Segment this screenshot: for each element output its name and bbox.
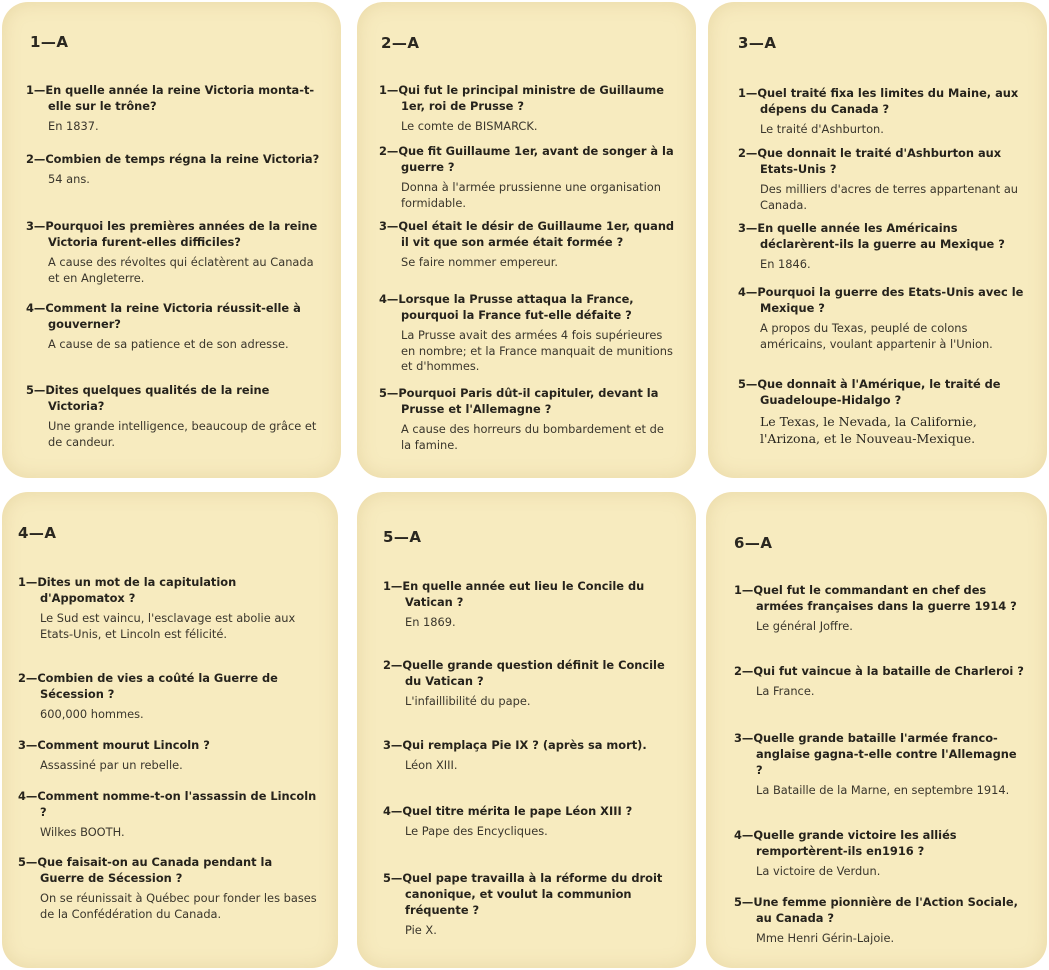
- answer: Le comte de BISMARCK.: [401, 119, 538, 133]
- answer: Donna à l'armée prussienne une organisation formidable.: [401, 180, 661, 210]
- question: 2—Combien de vies a coûté la Guerre de Sécession ?: [18, 671, 278, 701]
- qa-item-5: [734, 894, 1027, 947]
- answer: L'infaillibilité du pape.: [405, 694, 531, 708]
- qa-item-2: [26, 151, 321, 188]
- qa-item-2: [379, 143, 676, 211]
- card-3: [708, 2, 1047, 478]
- question: 2—Combien de temps régna la reine Victoria?: [26, 152, 320, 166]
- qa-item-2: [18, 670, 318, 723]
- question: 4—Pourquoi la guerre des Etats-Unis avec le Mexique ?: [738, 285, 1024, 315]
- question: 4—Quel titre mérita le pape Léon XIII ?: [383, 804, 633, 818]
- qa-item-3: [26, 218, 321, 286]
- question: 3—Pourquoi les premières années de la reine Victoria furent-elles difficiles?: [26, 219, 318, 249]
- card-5: [357, 492, 696, 968]
- qa-item-4: [18, 788, 318, 841]
- qa-item-3: [734, 730, 1027, 799]
- question: 3—Quel était le désir de Guillaume 1er, quand il vit que son armée était formée ?: [379, 219, 675, 249]
- qa-item-5: [26, 382, 321, 450]
- answer: A cause de sa patience et de son adresse.: [48, 337, 289, 351]
- question: 4—Comment la reine Victoria réussit-elle à gouverner?: [26, 301, 301, 331]
- qa-item-3: [383, 737, 676, 774]
- question: 1—En quelle année la reine Victoria monta-t-elle sur le trône?: [26, 83, 315, 113]
- card-6: [706, 492, 1047, 968]
- answer: 600,000 hommes.: [40, 707, 144, 721]
- qa-item-5: [18, 854, 318, 922]
- answer: En 1846.: [760, 257, 811, 271]
- qa-item-3: [738, 220, 1027, 273]
- qa-item-1: [18, 574, 318, 642]
- question: 1—Quel fut le commandant en chef des armées françaises dans la guerre 1914 ?: [734, 583, 1017, 613]
- answer: A cause des horreurs du bombardement et de la famine.: [401, 422, 664, 452]
- qa-item-2: [734, 663, 1027, 700]
- answer: Wilkes BOOTH.: [40, 825, 125, 839]
- qa-item-2: [383, 657, 676, 710]
- qa-item-3: [18, 737, 318, 774]
- question: 2—Qui fut vaincue à la bataille de Charleroi ?: [734, 664, 1024, 678]
- question: 4—Quelle grande victoire les alliés remportèrent-ils en1916 ?: [734, 828, 957, 858]
- qa-item-4: [26, 300, 321, 353]
- answer: Mme Henri Gérin-Lajoie.: [756, 931, 895, 945]
- qa-item-1: [26, 82, 321, 135]
- question: 3—Qui remplaça Pie IX ? (après sa mort).: [383, 738, 647, 752]
- qa-item-1: [738, 85, 1027, 138]
- card-id: 5—A: [383, 528, 422, 546]
- qa-item-5: [383, 870, 676, 939]
- answer: Pie X.: [405, 923, 437, 937]
- question: 1—Quel traité fixa les limites du Maine, aux dépens du Canada ?: [738, 86, 1019, 116]
- question: 4—Comment nomme-t-on l'assassin de Lincoln ?: [18, 789, 317, 819]
- question: 2—Quelle grande question définit le Concile du Vatican ?: [383, 658, 665, 688]
- answer: Le général Joffre.: [756, 619, 853, 633]
- question: 5—Dites quelques qualités de la reine Victoria?: [26, 383, 270, 413]
- qa-item-4: [734, 827, 1027, 880]
- qa-item-4: [379, 291, 676, 375]
- qa-item-5: [379, 385, 676, 453]
- card-id: 6—A: [734, 534, 773, 552]
- qa-item-4: [383, 803, 676, 840]
- card-id: 2—A: [381, 34, 420, 52]
- answer: 54 ans.: [48, 172, 90, 186]
- question: 3—En quelle année les Américains déclarèrent-ils la guerre au Mexique ?: [738, 221, 1005, 251]
- question: 5—Que donnait à l'Amérique, le traité de Guadeloupe-Hidalgo ?: [738, 377, 1001, 407]
- answer: Le Texas, le Nevada, la Californie, l'Arizona, et le Nouveau-Mexique.: [760, 414, 977, 446]
- answer: Une grande intelligence, beaucoup de grâce et de candeur.: [48, 419, 317, 449]
- qa-item-1: [383, 578, 676, 631]
- answer: Léon XIII.: [405, 758, 458, 772]
- question: 2—Que donnait le traité d'Ashburton aux Etats-Unis ?: [738, 146, 1002, 176]
- answer: Le Pape des Encycliques.: [405, 824, 548, 838]
- question: 2—Que fit Guillaume 1er, avant de songer à la guerre ?: [379, 144, 674, 174]
- question: 5—Une femme pionnière de l'Action Sociale, au Canada ?: [734, 895, 1018, 925]
- answer: Se faire nommer empereur.: [401, 255, 559, 269]
- question: 1—Qui fut le principal ministre de Guillaume 1er, roi de Prusse ?: [379, 83, 664, 113]
- answer: A cause des révoltes qui éclatèrent au Canada et en Angleterre.: [48, 255, 314, 285]
- question: 3—Comment mourut Lincoln ?: [18, 738, 210, 752]
- answer: En 1837.: [48, 119, 99, 133]
- card-1: [2, 2, 341, 478]
- qa-item-5: [738, 376, 1027, 447]
- answer: La France.: [756, 684, 815, 698]
- answer: La Bataille de la Marne, en septembre 1914.: [756, 783, 1010, 797]
- answer: La victoire de Verdun.: [756, 864, 881, 878]
- answer: La Prusse avait des armées 4 fois supérieures en nombre; et la France manquait de munitions et d'hommes.: [401, 328, 673, 373]
- qa-item-1: [734, 582, 1027, 635]
- qa-item-1: [379, 82, 676, 135]
- qa-item-3: [379, 218, 676, 271]
- answer: Assassiné par un rebelle.: [40, 758, 183, 772]
- question: 1—En quelle année eut lieu le Concile du Vatican ?: [383, 579, 645, 609]
- card-id: 3—A: [738, 34, 777, 52]
- answer: Le Sud est vaincu, l'esclavage est abolie aux Etats-Unis, et Lincoln est félicité.: [40, 611, 296, 641]
- question: 5—Quel pape travailla à la réforme du droit canonique, et voulut la communion fréquente ?: [383, 871, 663, 917]
- qa-item-4: [738, 284, 1027, 352]
- qa-item-2: [738, 145, 1027, 213]
- card-2: [357, 2, 696, 478]
- card-id: 1—A: [30, 33, 69, 51]
- answer: Des milliers d'acres de terres appartenant au Canada.: [760, 182, 1019, 212]
- answer: Le traité d'Ashburton.: [760, 122, 884, 136]
- question: 4—Lorsque la Prusse attaqua la France, pourquoi la France fut-elle défaite ?: [379, 292, 634, 322]
- question: 5—Pourquoi Paris dût-il capituler, devant la Prusse et l'Allemagne ?: [379, 386, 659, 416]
- card-4: [2, 492, 338, 968]
- answer: En 1869.: [405, 615, 456, 629]
- answer: A propos du Texas, peuplé de colons américains, voulant appartenir à l'Union.: [760, 321, 993, 351]
- card-id: 4—A: [18, 524, 57, 542]
- question: 1—Dites un mot de la capitulation d'Appomatox ?: [18, 575, 237, 605]
- question: 3—Quelle grande bataille l'armée franco-anglaise gagna-t-elle contre l'Allemagne ?: [734, 731, 1017, 777]
- question: 5—Que faisait-on au Canada pendant la Guerre de Sécession ?: [18, 855, 273, 885]
- answer: On se réunissait à Québec pour fonder les bases de la Confédération du Canada.: [40, 891, 317, 921]
